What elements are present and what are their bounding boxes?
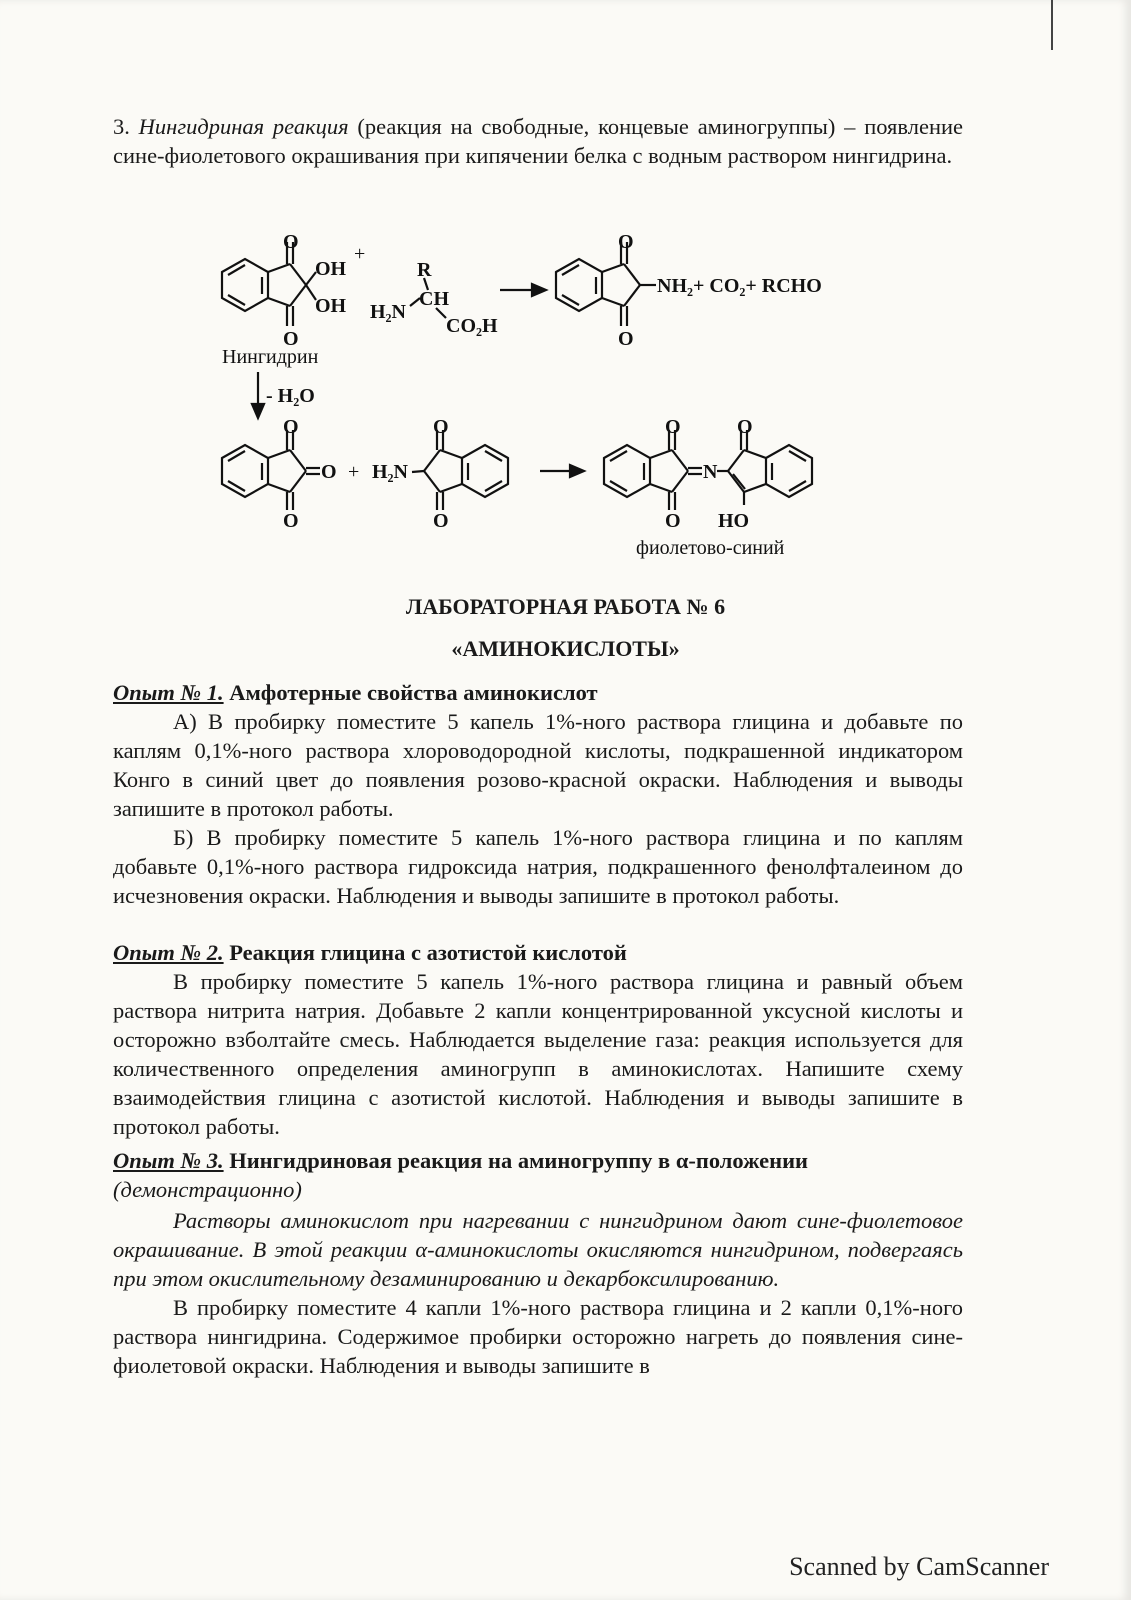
exp3-number: Опыт № 3. xyxy=(113,1148,224,1173)
experiment-2 xyxy=(113,938,963,1141)
exp1-heading xyxy=(113,678,963,707)
purple-o-bottom-left: O xyxy=(665,510,681,532)
exp3-text: В пробирку поместите 4 капли 1%-ного раствора глицина и 2 капли 0,1%-ного раствора нингидрина. Содержимое пробирки осторожно нагреть до появления сине-фиолетовой окраски. Наблюдения и выводы запишите в xyxy=(113,1295,963,1378)
intro-title: Нингидриная реакция xyxy=(138,114,349,139)
exp2-heading xyxy=(113,938,963,967)
r-label: R xyxy=(417,259,432,281)
product-color-label: фиолетово-синий xyxy=(636,537,785,559)
h2n-label: H₂N xyxy=(370,301,406,323)
scan-edge-line xyxy=(1051,0,1053,50)
plus-sign-1: + xyxy=(354,243,366,265)
amine-o-bottom: O xyxy=(433,510,449,532)
ninhydrin-label: Нингидрин xyxy=(222,346,319,368)
ninhydrin-o-top: O xyxy=(283,231,299,253)
exp1-part-a: А) В пробирку поместите 5 капель 1%-ного раствора глицина и добавьте по каплям 0,1%-ного раствора хлороводородной кислоты, подкрашенной индикатором Конго в синий цвет до появления розово-красной окраски. Наблюдения и выводы запишите в протокол работы. xyxy=(113,709,963,821)
trione-o-right: O xyxy=(321,461,337,483)
exp3-italic-text: Растворы аминокислот при нагревании с нингидрином дают сине-фиолетовое окрашивание. В этой реакции α-аминокислоты окисляются нингидрином, подвергаясь при этом окислительному дезаминированию и декарбоксилированию. xyxy=(113,1208,963,1291)
plus-sign-2: + xyxy=(348,461,360,483)
product-o-bottom: O xyxy=(618,328,634,350)
intro-number: 3. xyxy=(113,114,130,139)
oh-label-1: OH xyxy=(315,258,347,280)
exp3-title: Нингидриновая реакция на аминогруппу в α-положении xyxy=(229,1148,809,1173)
co2h-label: CO₂H xyxy=(446,315,498,337)
exp1-title: Амфотерные свойства аминокислот xyxy=(229,680,598,705)
oh-label-2: OH xyxy=(315,295,347,317)
ch-label: CH xyxy=(419,288,449,310)
trione-o-top: O xyxy=(283,416,299,438)
amine-o-top: O xyxy=(433,416,449,438)
purple-o-top-right: O xyxy=(737,416,753,438)
ho-label: HO xyxy=(718,510,750,532)
exp3-heading xyxy=(113,1146,963,1175)
reaction-arrow-2 xyxy=(540,465,584,477)
lab-subtitle: «АМИНОКИСЛОТЫ» xyxy=(451,636,680,661)
exp3-subtitle: (демонстрационно) xyxy=(113,1177,302,1202)
trione-o-bottom: O xyxy=(283,510,299,532)
purple-o-top-left: O xyxy=(665,416,681,438)
ninhydrin-reaction-scheme xyxy=(0,220,1131,570)
intro-paragraph xyxy=(113,112,963,170)
n-label: N xyxy=(703,461,718,483)
experiment-3 xyxy=(113,1146,963,1380)
amino-indanedione-molecule xyxy=(556,242,656,326)
intro-text: (реакция на свободные, концевые аминогруппы) – появление сине-фиолетового окрашивания при кипячении белка с водным раствором нингидрина. xyxy=(113,114,964,168)
exp2-title: Реакция глицина с азотистой кислотой xyxy=(229,940,627,965)
products-label: NH₂+ CO₂+ RCHO xyxy=(657,275,822,297)
amino-indanedione-molecule-2 xyxy=(412,430,508,510)
ninhydrin-molecule xyxy=(222,242,316,326)
exp2-text: В пробирку поместите 5 капель 1%-ного раствора глицина и равный объем раствора нитрита натрия. Добавьте 2 капли концентрированной уксусной кислоты и осторожно взболтайте смесь. Наблюдается выделение газа: реакция используется для количественного определения аминогрупп в аминокислотах. Напишите схему взаимодействия глицина с азотистой кислотой. Наблюдения и выводы запишите в протокол работы. xyxy=(113,969,963,1139)
h2n-label-2: H₂N xyxy=(372,461,408,483)
exp1-part-b: Б) В пробирку поместите 5 капель 1%-ного раствора глицина и по каплям добавьте 0,1%-ного раствора гидроксида натрия, подкрашенного фенолфталеином до исчезновения окраски. Наблюдения и выводы запишите в протокол работы. xyxy=(113,825,963,908)
product-o-top: O xyxy=(618,231,634,253)
indanetrione-molecule xyxy=(222,430,320,510)
minus-h2o-label: - H₂O xyxy=(266,385,315,407)
experiment-1 xyxy=(113,678,963,910)
reaction-arrow-1 xyxy=(500,284,546,296)
dehydration-arrow xyxy=(252,372,264,418)
exp2-number: Опыт № 2. xyxy=(113,940,224,965)
exp1-number: Опыт № 1. xyxy=(113,680,224,705)
scanner-watermark: Scanned by CamScanner xyxy=(789,1552,1049,1581)
lab-title: ЛАБОРАТОРНАЯ РАБОТА № 6 xyxy=(405,594,726,619)
ninhydrin-o-bottom: O xyxy=(283,328,299,350)
